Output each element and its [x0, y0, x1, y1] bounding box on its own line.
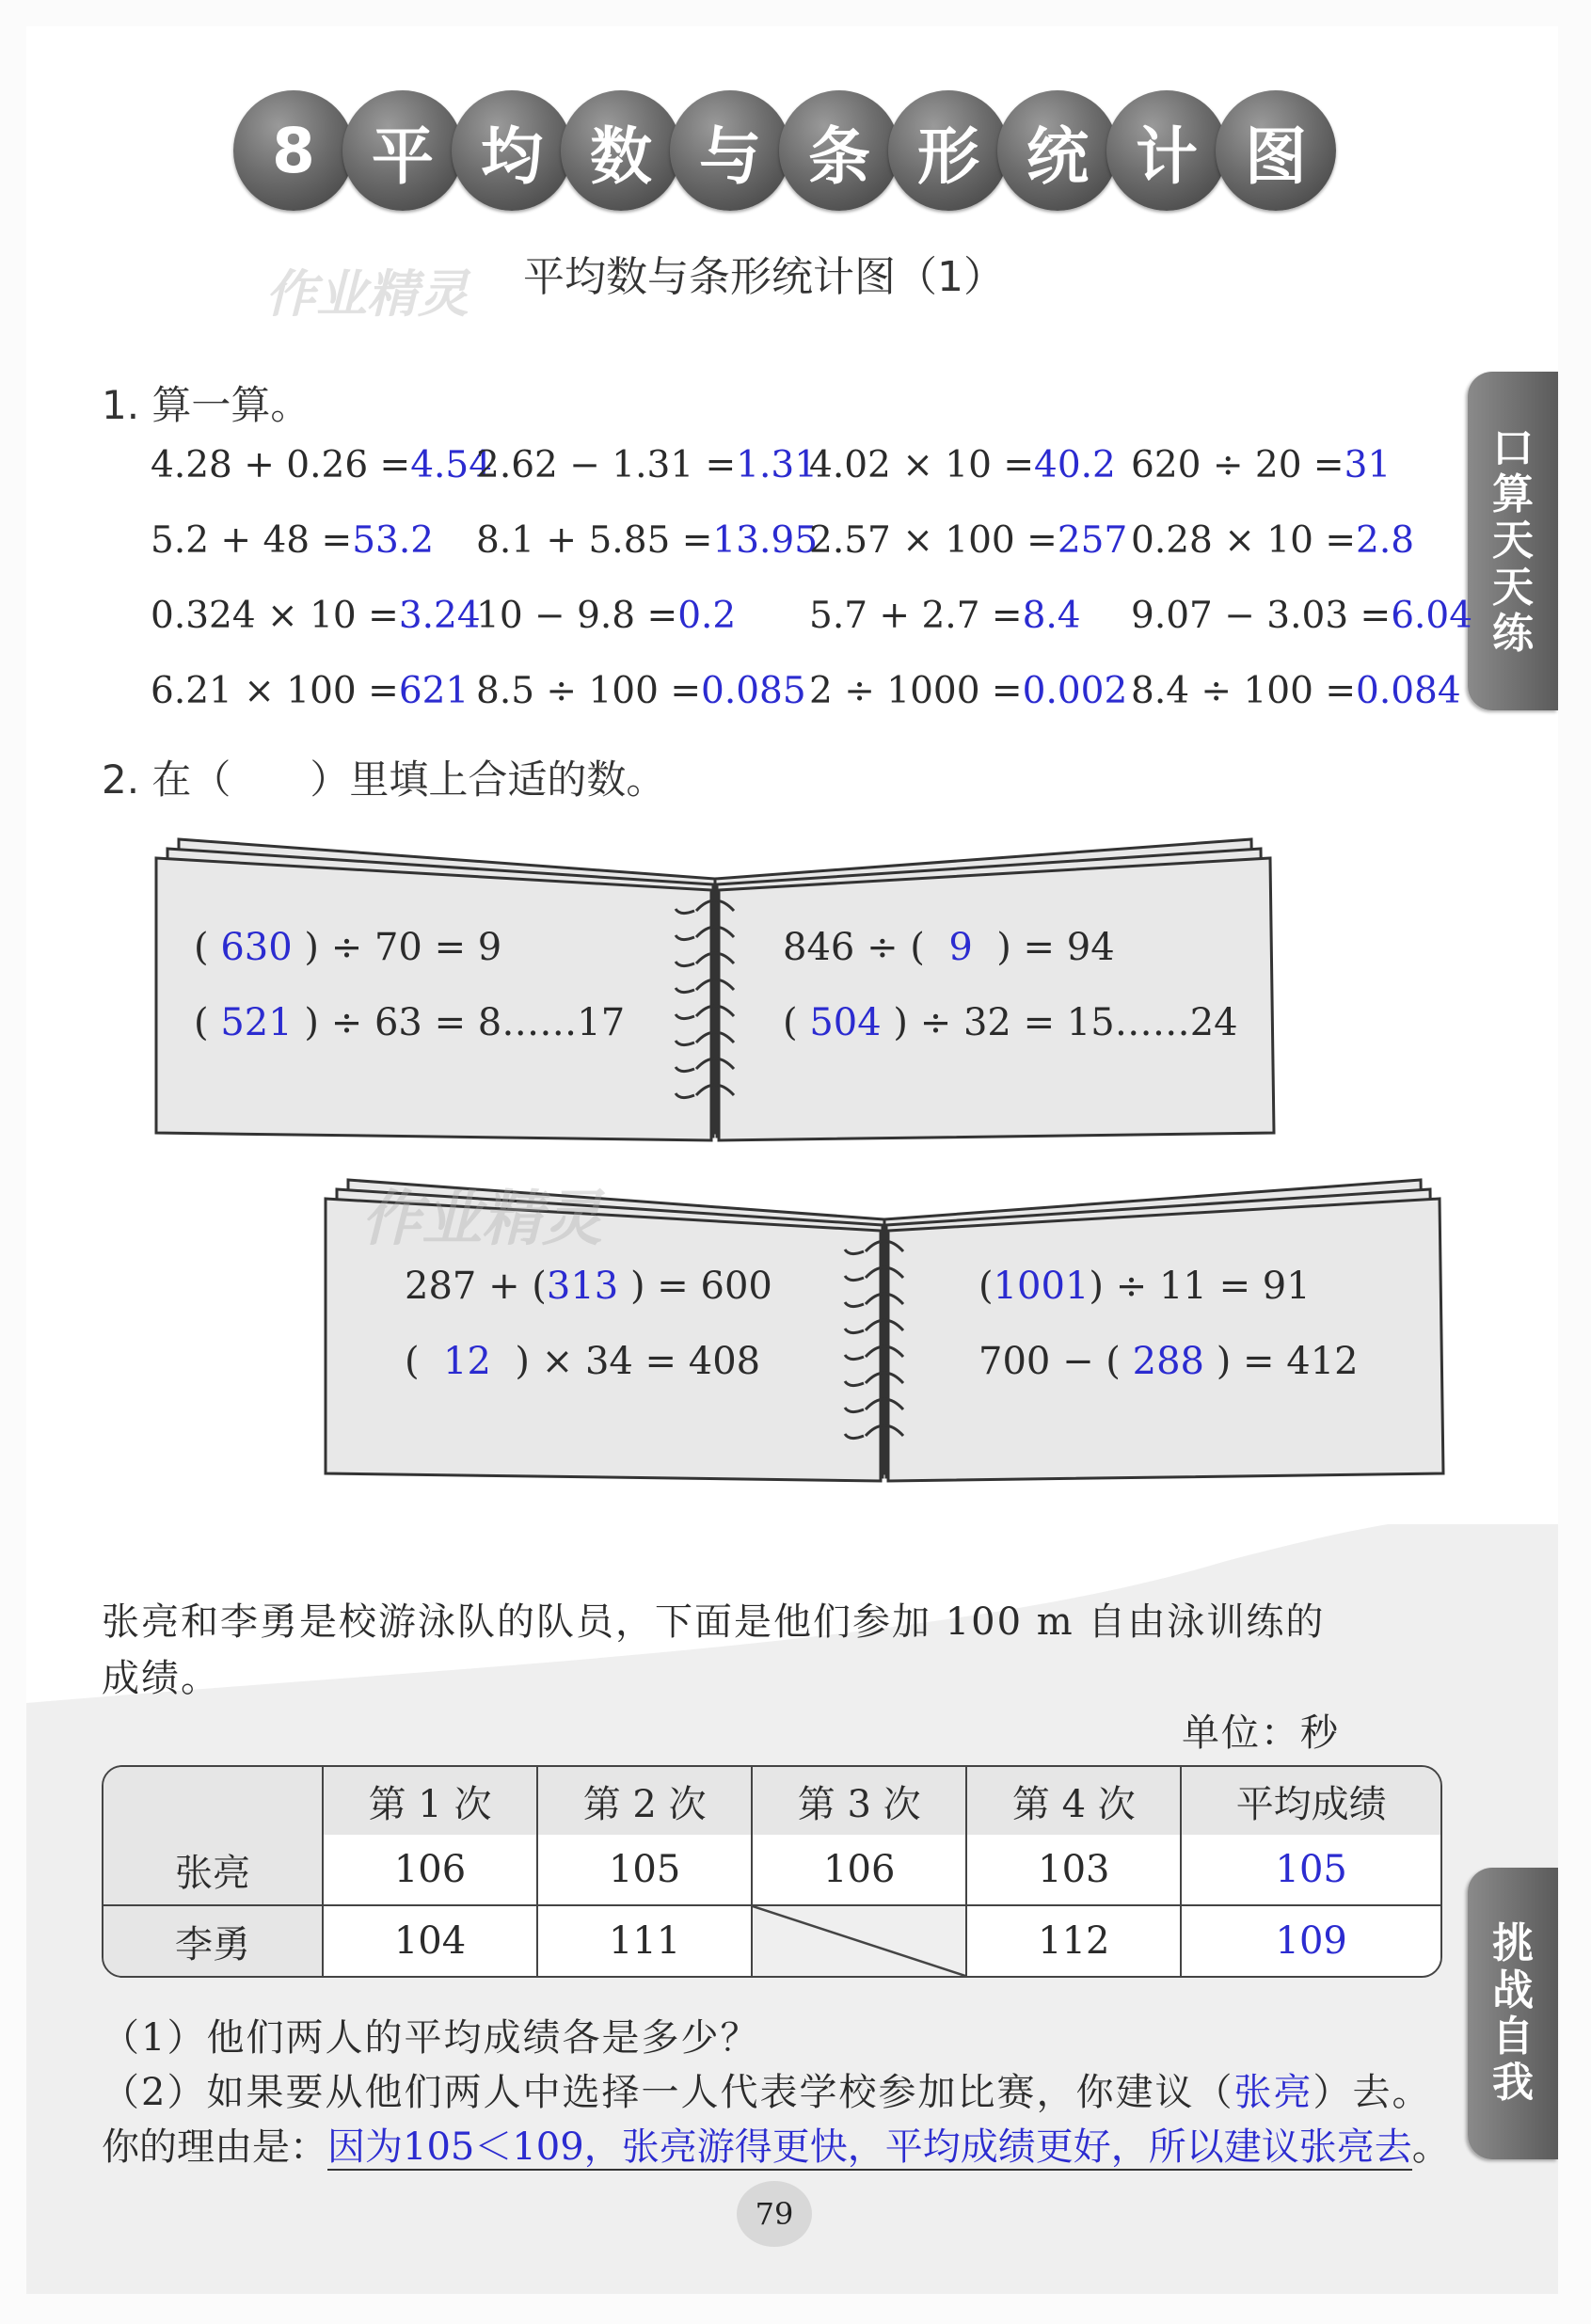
table-row [103, 1906, 1440, 1976]
fill-pre: ( [405, 1340, 420, 1383]
table-row [103, 1835, 1440, 1906]
calc-item [809, 519, 1127, 562]
calc-item [151, 519, 434, 562]
score-cell: 106 [753, 1835, 967, 1906]
calc-item [1131, 519, 1414, 562]
section-subtitle: 平均数与条形统计图（1） [523, 253, 1005, 301]
fill-item [194, 1001, 625, 1044]
unit-label: 单位：秒 [1182, 1711, 1340, 1755]
score-cell: 104 [324, 1906, 538, 1976]
calc-answer: 621 [398, 670, 469, 712]
calc-expression: 10 − 9.8 = [476, 595, 678, 637]
title-ball: 统 [997, 90, 1118, 211]
title-ball: 8 [233, 90, 354, 211]
score-cell: 106 [324, 1835, 538, 1906]
side-tab-char: 口 [1492, 423, 1534, 472]
page-number: 79 [737, 2181, 812, 2247]
swim-question-1: （1）他们两人的平均成绩各是多少？ [102, 2016, 760, 2060]
question-2-heading: 2. 在（ ）里填上合适的数。 [102, 756, 666, 803]
calc-item [1131, 595, 1472, 637]
calc-answer: 0.002 [1022, 670, 1128, 712]
calc-expression: 5.2 + 48 = [151, 519, 353, 562]
calc-item [151, 670, 469, 712]
calc-expression: 9.07 − 3.03 = [1131, 595, 1392, 637]
table-header-row [103, 1767, 1440, 1835]
calc-item [809, 595, 1081, 637]
fill-pre: ( [783, 1001, 798, 1044]
calc-expression: 4.28 + 0.26 = [151, 444, 411, 486]
calc-answer: 0.085 [701, 670, 806, 712]
fill-post: ) ÷ 32 = 15……24 [893, 1001, 1238, 1044]
notebook-illustration-1 [151, 826, 1280, 1146]
watermark: 作业精灵 [361, 1185, 602, 1254]
fill-item [405, 1340, 760, 1383]
table-header-cell [103, 1767, 324, 1835]
fill-post: ) ÷ 11 = 91 [1089, 1265, 1311, 1308]
title-ball: 均 [452, 90, 572, 211]
score-cell: 105 [538, 1835, 753, 1906]
score-cell: 103 [967, 1835, 1182, 1906]
calc-expression: 5.7 + 2.7 = [809, 595, 1023, 637]
row-name: 张亮 [103, 1835, 324, 1906]
fill-answer: 1001 [993, 1265, 1090, 1308]
calc-item [809, 670, 1127, 712]
missing-score-cell [753, 1906, 967, 1976]
swim-intro-line-1: 张亮和李勇是校游泳队的队员，下面是他们参加 100 m 自由泳训练的 [102, 1600, 1326, 1644]
fill-answer: 630 [220, 926, 293, 969]
fill-pre: 700 − ( [978, 1340, 1121, 1383]
side-tab-char: 自 [1492, 2013, 1534, 2061]
row-name: 李勇 [103, 1906, 324, 1976]
table-header-cell: 平均成绩 [1182, 1767, 1440, 1835]
fill-pre: 287 + ( [405, 1265, 547, 1308]
fill-pre: ( [194, 1001, 209, 1044]
side-tab-char: 天 [1492, 563, 1534, 612]
reason-end: 。 [1411, 2125, 1450, 2169]
question-1-heading: 1. 算一算。 [102, 382, 310, 428]
watermark: 作业精灵 [265, 264, 469, 324]
side-tab-char: 练 [1492, 609, 1534, 658]
swim-reason [102, 2117, 1450, 2171]
reason-label: 你的理由是： [102, 2125, 327, 2169]
reason-answer: 因为105＜109，张亮游得更快，平均成绩更好，所以建议张亮去 [327, 2125, 1412, 2169]
fill-answer: 521 [220, 1001, 293, 1044]
average-cell: 109 [1182, 1906, 1440, 1976]
fill-post: ) = 600 [629, 1265, 772, 1308]
q2-text-post: ）去。 [1313, 2071, 1432, 2114]
calc-answer: 257 [1057, 519, 1128, 562]
calc-answer: 53.2 [352, 519, 435, 562]
fill-item [194, 926, 501, 969]
title-ball: 平 [342, 90, 463, 211]
calc-answer: 4.54 [410, 444, 493, 486]
fill-answer: 313 [546, 1265, 619, 1308]
score-cell: 112 [967, 1906, 1182, 1976]
calc-answer: 31 [1344, 444, 1392, 486]
calc-answer: 40.2 [1034, 444, 1116, 486]
fill-answer: 12 [443, 1340, 491, 1383]
q2-text-pre: （2）如果要从他们两人中选择一人代表学校参加比赛，你建议（ [102, 2071, 1234, 2114]
calc-item [476, 519, 818, 562]
table-header-cell: 第 1 次 [324, 1767, 538, 1835]
table-header-cell: 第 3 次 [753, 1767, 967, 1835]
calc-item [809, 444, 1116, 486]
chapter-title-banner [233, 90, 1336, 211]
fill-answer: 9 [948, 926, 973, 969]
calc-expression: 2.57 × 100 = [809, 519, 1058, 562]
calc-item [476, 670, 806, 712]
side-tab-daily-practice[interactable] [1468, 372, 1558, 710]
swim-question-2 [102, 2062, 1431, 2116]
calc-answer: 0.2 [677, 595, 737, 637]
calc-answer: 13.95 [712, 519, 819, 562]
fill-answer: 288 [1132, 1340, 1204, 1383]
title-ball: 图 [1216, 90, 1336, 211]
side-tab-char: 天 [1492, 517, 1534, 565]
calc-expression: 0.28 × 10 = [1131, 519, 1357, 562]
calc-expression: 0.324 × 10 = [151, 595, 399, 637]
side-tab-char: 算 [1492, 470, 1534, 519]
fill-post: ) = 412 [1216, 1340, 1359, 1383]
calc-answer: 0.084 [1356, 670, 1461, 712]
side-tab-char: 我 [1492, 2059, 1534, 2108]
fill-pre: 846 ÷ ( [783, 926, 925, 969]
swim-score-table [102, 1765, 1442, 1978]
side-tab-char: 挑 [1492, 1919, 1534, 1968]
calc-item [476, 595, 736, 637]
table-header-cell: 第 4 次 [967, 1767, 1182, 1835]
calc-expression: 2.62 − 1.31 = [476, 444, 737, 486]
title-ball: 计 [1106, 90, 1227, 211]
calc-item [151, 444, 492, 486]
calc-answer: 8.4 [1022, 595, 1081, 637]
fill-post: ) ÷ 70 = 9 [304, 926, 502, 969]
fill-item [978, 1340, 1359, 1383]
fill-answer: 504 [809, 1001, 882, 1044]
fill-item [978, 1265, 1311, 1308]
swim-intro-line-2: 成绩。 [102, 1657, 220, 1700]
calc-answer: 2.8 [1356, 519, 1415, 562]
table-header-cell: 第 2 次 [538, 1767, 753, 1835]
fill-post: ) × 34 = 408 [515, 1340, 761, 1383]
fill-item [405, 1265, 772, 1308]
fill-post: ) = 94 [996, 926, 1115, 969]
fill-pre: ( [978, 1265, 994, 1308]
title-ball: 形 [888, 90, 1009, 211]
title-ball: 与 [670, 90, 790, 211]
calc-answer: 1.31 [736, 444, 819, 486]
fill-item [783, 926, 1115, 969]
average-cell: 105 [1182, 1835, 1440, 1906]
side-tab-challenge[interactable] [1468, 1868, 1558, 2159]
calc-expression: 620 ÷ 20 = [1131, 444, 1344, 486]
calc-expression: 6.21 × 100 = [151, 670, 399, 712]
side-tab-char: 战 [1492, 1966, 1534, 2014]
calc-expression: 8.5 ÷ 100 = [476, 670, 702, 712]
calc-item [476, 444, 818, 486]
calc-expression: 2 ÷ 1000 = [809, 670, 1023, 712]
score-cell: 111 [538, 1906, 753, 1976]
calc-item [151, 595, 481, 637]
calc-expression: 4.02 × 10 = [809, 444, 1035, 486]
q2-answer: 张亮 [1233, 2071, 1313, 2114]
calc-expression: 8.4 ÷ 100 = [1131, 670, 1357, 712]
title-ball: 数 [561, 90, 681, 211]
calc-item [1131, 670, 1461, 712]
calc-answer: 6.04 [1391, 595, 1473, 637]
calc-answer: 3.24 [398, 595, 481, 637]
fill-pre: ( [194, 926, 209, 969]
fill-item [783, 1001, 1238, 1044]
calc-item [1131, 444, 1391, 486]
title-ball: 条 [779, 90, 899, 211]
calc-expression: 8.1 + 5.85 = [476, 519, 713, 562]
fill-post: ) ÷ 63 = 8……17 [304, 1001, 626, 1044]
